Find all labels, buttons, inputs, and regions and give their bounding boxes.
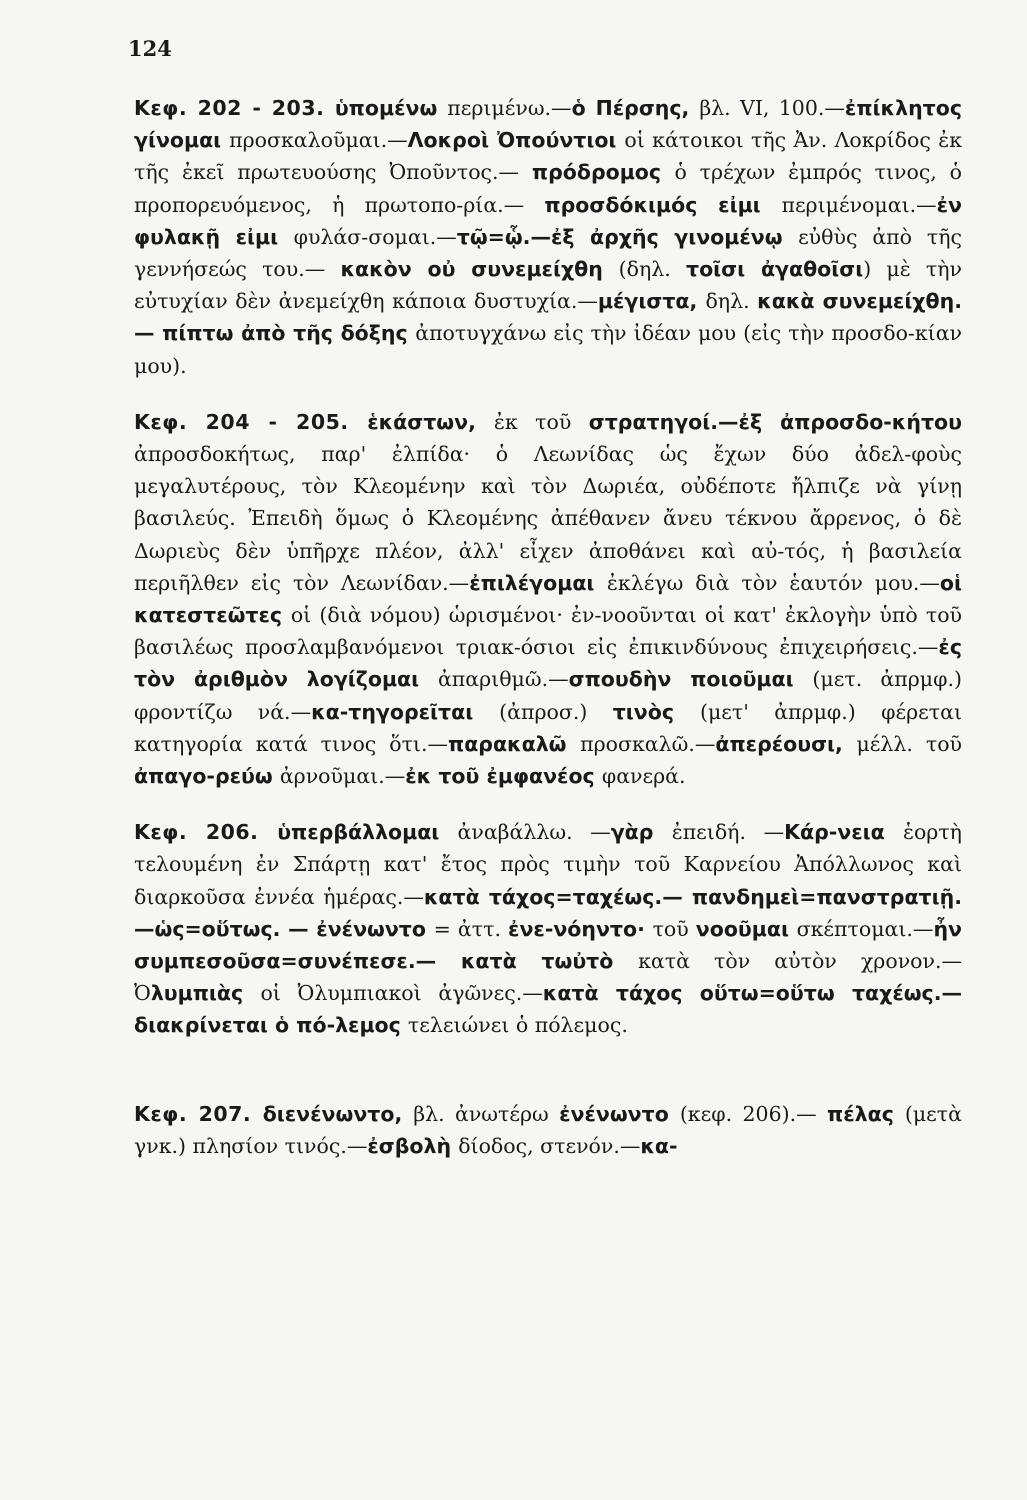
- lemma-term: ἐνένωντο: [559, 1101, 680, 1126]
- lemma-term: ὑπερβάλλομαι: [277, 820, 458, 845]
- lemma-term: τῷ=ᾧ.—ἐξ ἀρχῆς γινομένῳ: [456, 224, 799, 249]
- gloss-text: (ἀπροσ.): [499, 699, 613, 724]
- lemma-term: στρατηγοί.—ἐξ ἀπροσδο-κήτου: [588, 409, 962, 434]
- lemma-term: Κάρ-νεια: [784, 820, 903, 845]
- gloss-text: δίοδος, στενόν.—: [458, 1133, 641, 1158]
- gloss-text: οἱ (διὰ νόμου) ὡρισμένοι· ἐν-νοοῦνται οἱ κατ' ἐκλογὴν ὑπὸ τοῦ βασιλέως προσλαμβανόμενοι τριακ-όσιοι εἰς ἐπικινδύνους ἐπιχειρήσεις.—: [134, 603, 962, 660]
- lemma-term: κακὸν οὐ συνεμείχθη: [340, 257, 619, 282]
- gloss-text: (μετ' ἀπρμφ.) φέρεται κατηγορία κατά τινος ὅτι.—: [134, 699, 962, 756]
- paragraph-chapter-207: [134, 1098, 962, 1162]
- lemma-term: ἀπαγο-ρεύω: [134, 764, 280, 789]
- lemma-term: κατὰ τάχος=ταχέως.— πανδημεὶ=πανστρατιῇ.—ὡς=οὕτως. — ἐνένωντο: [134, 884, 962, 941]
- lemma-term: μέγιστα,: [597, 289, 706, 314]
- gloss-text: ἀναβάλλω. —: [457, 820, 611, 845]
- gloss-text: οἱ κάτοικοι τῆς Ἀν. Λοκρίδος ἐκ τῆς ἐκεῖ πρωτευούσης Ὀποῦντος.—: [134, 128, 963, 185]
- gloss-text: φανερά.: [601, 764, 686, 789]
- gloss-text: ) μὲ τὴν εὐτυχίαν δὲν ἀνεμείχθη κάποια δυστυχία.—: [134, 257, 962, 314]
- chapter-heading: Κεφ. 204 - 205.: [134, 409, 368, 434]
- gloss-text: περιμένομαι.—: [781, 192, 937, 217]
- page-number: 124: [128, 36, 172, 61]
- commentary-text: [134, 92, 962, 1162]
- gloss-text: περιμένω.—: [447, 96, 572, 120]
- lemma-term: ἐν φυλακῇ εἰμι: [134, 192, 962, 249]
- paragraph-chapter-202-203: [134, 92, 962, 382]
- gloss-text: (μετ. ἀπρμφ.) φροντίζω νά.—: [134, 667, 962, 724]
- lemma-term: ἑκάστων,: [367, 409, 494, 434]
- lemma-term: σπουδὴν ποιοῦμαι: [568, 667, 813, 692]
- gloss-text: ἐκ τοῦ: [493, 409, 589, 434]
- gloss-text: ἐκλέγω διὰ τὸν ἑαυτόν μου.—: [606, 570, 940, 595]
- lemma-term: κα-τηγορεῖται: [311, 699, 500, 724]
- gloss-text: ἀπροσδοκήτως, παρ' ἐλπίδα· ὁ Λεωνίδας ὡς ἔχων δύο ἀδελ-φοὺς μεγαλυτέρους, τὸν Κλεομένην καὶ τὸν Δωριέα, οὐδέποτε ἤλπιζε νὰ γίνῃ βασιλεύς. Ἐπειδὴ ὅμως ὁ Κλεομένης ἀπέθανεν ἄνευ τέκνου ἄρρενος, ὁ δὲ Δωριεὺς δὲν ὑπῆρχε πλέον, ἀλλ' εἶχεν ἀποθάνει καὶ αὐ-τός, ἡ βασιλεία περιῆλθεν εἰς τὸν Λεωνίδαν.—: [134, 442, 962, 595]
- gloss-text: προσκαλοῦμαι.—: [229, 128, 408, 153]
- lemma-term: κακὰ συνεμείχθη.— πίπτω ἀπὸ τῆς δόξης: [134, 289, 963, 346]
- gloss-text: ἐπειδή. —: [671, 820, 785, 845]
- gloss-text: ἀρνοῦμαι.—: [279, 764, 406, 789]
- lemma-term: Λοκροὶ Ὀπούντιοι: [407, 128, 625, 153]
- lemma-term: ἦν συμπεσοῦσα=συνέπεσε.— κατὰ τωὐτὸ: [134, 916, 962, 974]
- gloss-text: μέλλ. τοῦ: [856, 731, 963, 756]
- gloss-text: προσκαλῶ.—: [580, 731, 716, 756]
- paragraph-chapter-204-205: [134, 406, 962, 792]
- lemma-term: λυμπιὰς: [150, 981, 261, 1006]
- lemma-term: τοῖσι ἀγαθοῖσι: [686, 257, 864, 282]
- gloss-text: κατὰ τὸν αὐτὸν χρονον.—Ὀ: [134, 949, 962, 1006]
- gloss-text: σκέπτομαι.—: [796, 916, 934, 941]
- gloss-text: φυλάσ-σομαι.—: [293, 224, 457, 249]
- gloss-text: (δηλ.: [618, 257, 687, 282]
- paragraph-chapter-206: [134, 816, 962, 1041]
- gloss-text: ἑορτὴ τελουμένη ἐν Σπάρτῃ κατ' ἔτος πρὸς τιμὴν τοῦ Καρνείου Ἀπόλλωνος καὶ διαρκοῦσα ἐννέα ἡμέρας.—: [134, 820, 962, 909]
- lemma-term: οἱ κατεστεῶτες: [134, 570, 962, 628]
- lemma-term: ἐς τὸν ἀριθμὸν λογίζομαι: [134, 635, 962, 692]
- gloss-text: βλ. ἀνωτέρω: [413, 1101, 560, 1126]
- lemma-term: τινὸς: [612, 699, 700, 724]
- lemma-term: διενένωντο,: [262, 1101, 414, 1126]
- chapter-heading: Κεφ. 202 - 203.: [134, 96, 335, 120]
- gloss-text: οἱ Ὀλυμπιακοὶ ἀγῶνες.—: [260, 981, 543, 1006]
- gloss-text: ἀπαριθμῶ.—: [437, 667, 569, 692]
- lemma-term: ὑπομένω: [334, 96, 448, 120]
- lemma-term: ἐκ τοῦ ἐμφανέος: [405, 764, 602, 789]
- chapter-heading: Κεφ. 206.: [134, 820, 278, 845]
- lemma-term: πέλας: [827, 1101, 905, 1126]
- gloss-text: τοῦ: [652, 916, 696, 941]
- lemma-term: ἀπερέουσι,: [715, 731, 857, 756]
- lemma-term: κα-: [640, 1133, 678, 1158]
- lemma-term: ἐπιλέγομαι: [469, 570, 607, 595]
- gloss-text: βλ. VI, 100.—: [699, 96, 845, 120]
- lemma-term: πρόδρομος: [531, 160, 675, 185]
- lemma-term: ἐσβολὴ: [367, 1133, 459, 1158]
- lemma-term: κατὰ τάχος οὕτω=οὕτω ταχέως.—διακρίνεται ὁ πό-λεμος: [134, 981, 962, 1038]
- lemma-term: ἐπίκλητος γίνομαι: [134, 96, 962, 153]
- chapter-heading: Κεφ. 207.: [134, 1101, 263, 1126]
- gloss-text: ἀποτυγχάνω εἰς τὴν ἰδέαν μου (εἰς τὴν προσδο-κίαν μου).: [134, 321, 962, 378]
- gloss-text: = ἀττ.: [433, 916, 509, 941]
- gloss-text: (κεφ. 206).—: [679, 1101, 828, 1126]
- lemma-term: ὁ Πέρσης,: [571, 96, 700, 120]
- lemma-term: προσδόκιμός εἰμι: [544, 192, 782, 217]
- gloss-text: δηλ.: [705, 289, 758, 314]
- lemma-term: γὰρ: [610, 820, 672, 845]
- gloss-text: ὁ τρέχων ἐμπρός τινος, ὁ προπορευόμενος, ἡ πρωτοπο-ρία.—: [134, 160, 963, 217]
- lemma-term: παρακαλῶ: [448, 731, 581, 756]
- gloss-text: (μετὰ γνκ.) πλησίον τινός.—: [134, 1101, 962, 1158]
- lemma-term: νοοῦμαι: [695, 916, 797, 941]
- gloss-text: τελειώνει ὁ πόλεμος.: [407, 1013, 628, 1038]
- lemma-term: ἐνε-νόηντο·: [508, 916, 653, 941]
- gloss-text: εὐθὺς ἀπὸ τῆς γεννήσεώς του.—: [134, 224, 963, 282]
